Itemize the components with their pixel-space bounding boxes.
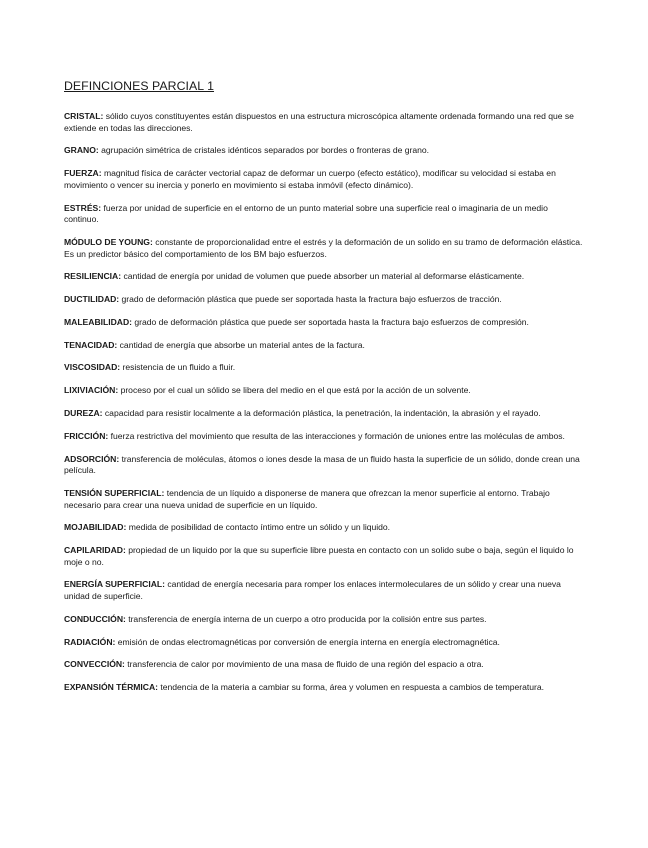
definition-item — [64, 145, 584, 157]
definition-term: ENERGÍA SUPERFICIAL: — [64, 579, 165, 590]
definition-item — [64, 614, 584, 626]
definition-term: MALEABILIDAD: — [64, 316, 133, 327]
definition-term: CAPILARIDAD: — [64, 545, 126, 556]
definition-text: fuerza por unidad de superficie en el entorno de un punto material sobre una superficie real o imaginaria de un medio continuo. — [64, 202, 548, 225]
definition-term: LIXIVIACIÓN: — [64, 385, 119, 396]
definition-term: MÓDULO DE YOUNG: — [64, 236, 153, 247]
definition-item — [64, 237, 584, 260]
definition-term: TENACIDAD: — [64, 339, 118, 350]
definition-term: FRICCIÓN: — [64, 430, 109, 441]
definition-item — [64, 659, 584, 671]
definition-text: transferencia de calor por movimiento de una masa de fluido de una región del espacio a otra. — [127, 659, 484, 670]
definition-text: transferencia de moléculas, átomos o iones desde la masa de un fluido hasta la superficie de un sólido, donde crean una película. — [64, 453, 580, 476]
definition-text: cantidad de energía por unidad de volumen que puede absorber un material al deformarse elásticamente. — [123, 271, 525, 282]
definition-term: RADIACIÓN: — [64, 636, 116, 647]
definition-term: RESILIENCIA: — [64, 271, 122, 282]
definitions-list — [64, 111, 584, 694]
definition-term: ADSORCIÓN: — [64, 453, 120, 464]
definition-text: grado de deformación plástica que puede ser soportada hasta la fractura bajo esfuerzos de compresión. — [134, 316, 529, 327]
definition-text: medida de posibilidad de contacto íntimo entre un sólido y un liquido. — [128, 522, 391, 533]
definition-text: grado de deformación plástica que puede ser soportada hasta la fractura bajo esfuerzos de tracción. — [121, 294, 502, 305]
definition-item — [64, 294, 584, 306]
definition-term: FUERZA: — [64, 168, 102, 179]
definition-term: MOJABILIDAD: — [64, 522, 127, 533]
definition-text: sólido cuyos constituyentes están dispuestos en una estructura microscópica altamente ordenada formando una red que se extiende en todas las direcciones. — [64, 111, 574, 133]
definition-item — [64, 271, 584, 283]
definition-text: tendencia de un líquido a disponerse de manera que ofrezcan la menor superficie al entorno. Trabajo necesario para crear una nueva unidad de superficie en un líquido. — [64, 487, 550, 510]
definition-term: CONVECCIÓN: — [64, 659, 125, 670]
definition-term: EXPANSIÓN TÉRMICA: — [64, 682, 159, 693]
definition-term: CRISTAL: — [64, 111, 104, 121]
definition-term: GRANO: — [64, 145, 99, 156]
definition-text: capacidad para resistir localmente a la deformación plástica, la penetración, la indentación, la abrasión y el rayado. — [104, 407, 541, 418]
definition-text: proceso por el cual un sólido se libera del medio en el que está por la acción de un solvente. — [120, 385, 471, 396]
definition-term: DUREZA: — [64, 407, 103, 418]
definition-item — [64, 545, 584, 568]
definition-item — [64, 385, 584, 397]
definition-text: agrupación simétrica de cristales idénticos separados por bordes o fronteras de grano. — [101, 145, 429, 156]
definition-text: fuerza restrictiva del movimiento que resulta de las interacciones y formación de uniones entre las moléculas de ambos. — [110, 430, 565, 441]
definition-item — [64, 579, 584, 602]
definition-item — [64, 111, 584, 134]
definition-item — [64, 362, 584, 374]
document-title: DEFINCIONES PARCIAL 1 — [64, 79, 215, 93]
definition-term: TENSIÓN SUPERFICIAL: — [64, 487, 165, 498]
definition-text: emisión de ondas electromagnéticas por conversión de energía interna en energía electromagnética. — [117, 636, 500, 647]
definition-text: magnitud física de carácter vectorial capaz de deformar un cuerpo (efecto estático), modificar su velocidad si estaba en movimiento o vencer su inercia y ponerlo en movimiento si estaba inmóvil (efecto dinámico). — [64, 168, 556, 190]
definition-item — [64, 637, 584, 649]
definition-term: CONDUCCIÓN: — [64, 613, 126, 624]
definition-text: cantidad de energía que absorbe un material antes de la factura. — [119, 339, 365, 350]
definition-text: tendencia de la materia a cambiar su forma, área y volumen en respuesta a cambios de temperatura. — [160, 682, 544, 693]
definition-item — [64, 317, 584, 329]
definition-term: VISCOSIDAD: — [64, 362, 121, 373]
definition-item — [64, 340, 584, 352]
definition-item — [64, 431, 584, 443]
definition-item — [64, 488, 584, 511]
definition-term: DUCTILIDAD: — [64, 294, 120, 305]
definition-text: constante de proporcionalidad entre el estrés y la deformación de un solido en su tramo de deformación elástica. Es un predictor básico del comportamiento de los BM bajo esfuerzos. — [64, 236, 583, 259]
definition-item — [64, 682, 584, 694]
definition-item — [64, 454, 584, 477]
definition-item — [64, 408, 584, 420]
definition-text: propiedad de un liquido por la que su superficie libre puesta en contacto con un solido sube o baja, según el liquido lo moje o no. — [64, 545, 574, 567]
definition-item — [64, 168, 584, 191]
document-body — [64, 78, 584, 705]
definition-text: transferencia de energía interna de un cuerpo a otro producida por la colisión entre sus partes. — [128, 613, 487, 624]
definition-text: resistencia de un fluido a fluir. — [122, 362, 236, 373]
definition-text: cantidad de energía necesaria para romper los enlaces intermoleculares de un sólido y crear una nueva unidad de superficie. — [64, 579, 561, 602]
definition-item — [64, 522, 584, 534]
definition-item — [64, 203, 584, 226]
definition-term: ESTRÉS: — [64, 202, 102, 213]
